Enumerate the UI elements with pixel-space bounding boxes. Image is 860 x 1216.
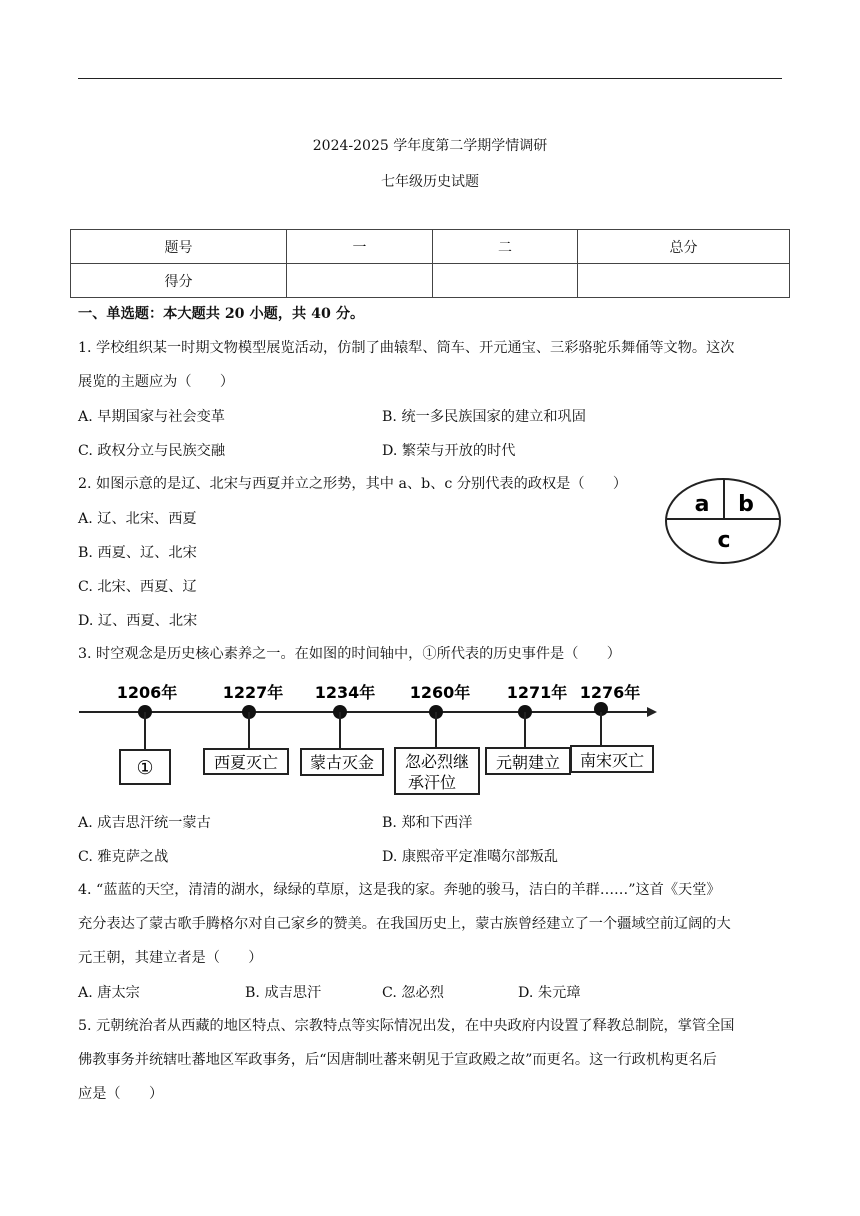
section-heading: 一、单选题：本大题共 20 小题，共 40 分。 <box>78 306 365 322</box>
q4-option-d[interactable]: D. 朱元璋 <box>518 985 581 1001</box>
score-table-cell: 总分 <box>578 230 790 264</box>
score-input-cell[interactable] <box>287 264 433 298</box>
timeline-event-line1: 忽必烈继 <box>404 752 470 771</box>
q3-option-b[interactable]: B. 郑和下西洋 <box>382 815 473 831</box>
q5-stem: 5. 元朝统治者从西藏的地区特点、宗教特点等实际情况出发，在中央政府内设置了释教总制院，掌管全国 <box>78 1018 735 1034</box>
timeline-year: 1271年 <box>506 683 568 702</box>
timeline-year: 1206年 <box>116 683 178 702</box>
score-table <box>70 229 790 298</box>
score-table-cell: 得分 <box>71 264 287 298</box>
timeline-event-line2: 承汗位 <box>407 773 457 792</box>
score-table-score-row <box>71 264 790 298</box>
q4-option-a[interactable]: A. 唐太宗 <box>78 985 140 1001</box>
top-rule <box>78 78 782 79</box>
q2-option-d[interactable]: D. 辽、西夏、北宋 <box>78 613 198 629</box>
q2-option-a[interactable]: A. 辽、北宋、西夏 <box>78 511 197 527</box>
q2-option-c[interactable]: C. 北宋、西夏、辽 <box>78 579 197 595</box>
score-table-header-row <box>71 230 790 264</box>
score-input-cell[interactable] <box>578 264 790 298</box>
timeline-event: ① <box>136 757 154 779</box>
score-table-cell: 二 <box>433 230 578 264</box>
q3-stem: 3. 时空观念是历史核心素养之一。在如图的时间轴中，①所代表的历史事件是（ ） <box>78 646 621 662</box>
score-input-cell[interactable] <box>433 264 578 298</box>
q2-stem: 2. 如图示意的是辽、北宋与西夏并立之形势，其中 a、b、c 分别代表的政权是（ ） <box>78 476 628 492</box>
q3-option-c[interactable]: C. 雅克萨之战 <box>78 849 169 865</box>
exam-title-line2: 七年级历史试题 <box>381 174 479 190</box>
q4-option-b[interactable]: B. 成吉思汗 <box>245 985 322 1001</box>
q1-stem: 1. 学校组织某一时期文物模型展览活动，仿制了曲辕犁、筒车、开元通宝、三彩骆驼乐舞俑等文物。这次 <box>78 340 735 356</box>
timeline-event: 南宋灭亡 <box>579 751 645 770</box>
q1-option-a[interactable]: A. 早期国家与社会变革 <box>78 409 225 425</box>
q4-stem-cont: 元王朝，其建立者是（ ） <box>78 950 263 966</box>
q2-option-b[interactable]: B. 西夏、辽、北宋 <box>78 545 197 561</box>
exam-title-line1: 2024-2025 学年度第二学期学情调研 <box>312 138 548 154</box>
q1-stem-cont: 展览的主题应为（ ） <box>78 374 235 390</box>
q5-stem-cont: 应是（ ） <box>78 1086 164 1102</box>
q3-option-a[interactable]: A. 成吉思汗统一蒙古 <box>78 815 211 831</box>
timeline-year: 1227年 <box>222 683 284 702</box>
q4-option-c[interactable]: C. 忽必烈 <box>382 985 444 1001</box>
score-table-cell: 题号 <box>71 230 287 264</box>
q1-option-b[interactable]: B. 统一多民族国家的建立和巩固 <box>382 409 586 425</box>
timeline-event: 西夏灭亡 <box>213 753 279 772</box>
q1-option-d[interactable]: D. 繁荣与开放的时代 <box>382 443 516 459</box>
timeline-year: 1260年 <box>409 683 471 702</box>
q3-option-d[interactable]: D. 康熙帝平定准噶尔部叛乱 <box>382 849 558 865</box>
q4-stem: 4. “蓝蓝的天空，清清的湖水，绿绿的草原，这是我的家。奔驰的骏马，洁白的羊群……”这首《天堂》 <box>78 882 721 898</box>
timeline-event: 蒙古灭金 <box>309 753 375 772</box>
timeline-year: 1234年 <box>314 683 376 702</box>
diagram-label-a: a <box>694 492 710 517</box>
timeline-arrow <box>647 707 657 717</box>
diagram-label-c: c <box>717 528 731 553</box>
q3-timeline <box>75 676 660 800</box>
score-table-cell: 一 <box>287 230 433 264</box>
q1-option-c[interactable]: C. 政权分立与民族交融 <box>78 443 226 459</box>
q2-region-diagram <box>662 475 786 567</box>
q5-stem-cont: 佛教事务并统辖吐蕃地区军政事务，后“因唐制吐蕃来朝见于宣政殿之故”而更名。这一行政机构更名后 <box>78 1052 717 1068</box>
q4-stem-cont: 充分表达了蒙古歌手腾格尔对自己家乡的赞美。在我国历史上，蒙古族曾经建立了一个疆域空前辽阔的大 <box>78 916 731 932</box>
diagram-label-b: b <box>738 492 754 517</box>
timeline-year: 1276年 <box>579 683 641 702</box>
timeline-event: 元朝建立 <box>495 753 561 772</box>
